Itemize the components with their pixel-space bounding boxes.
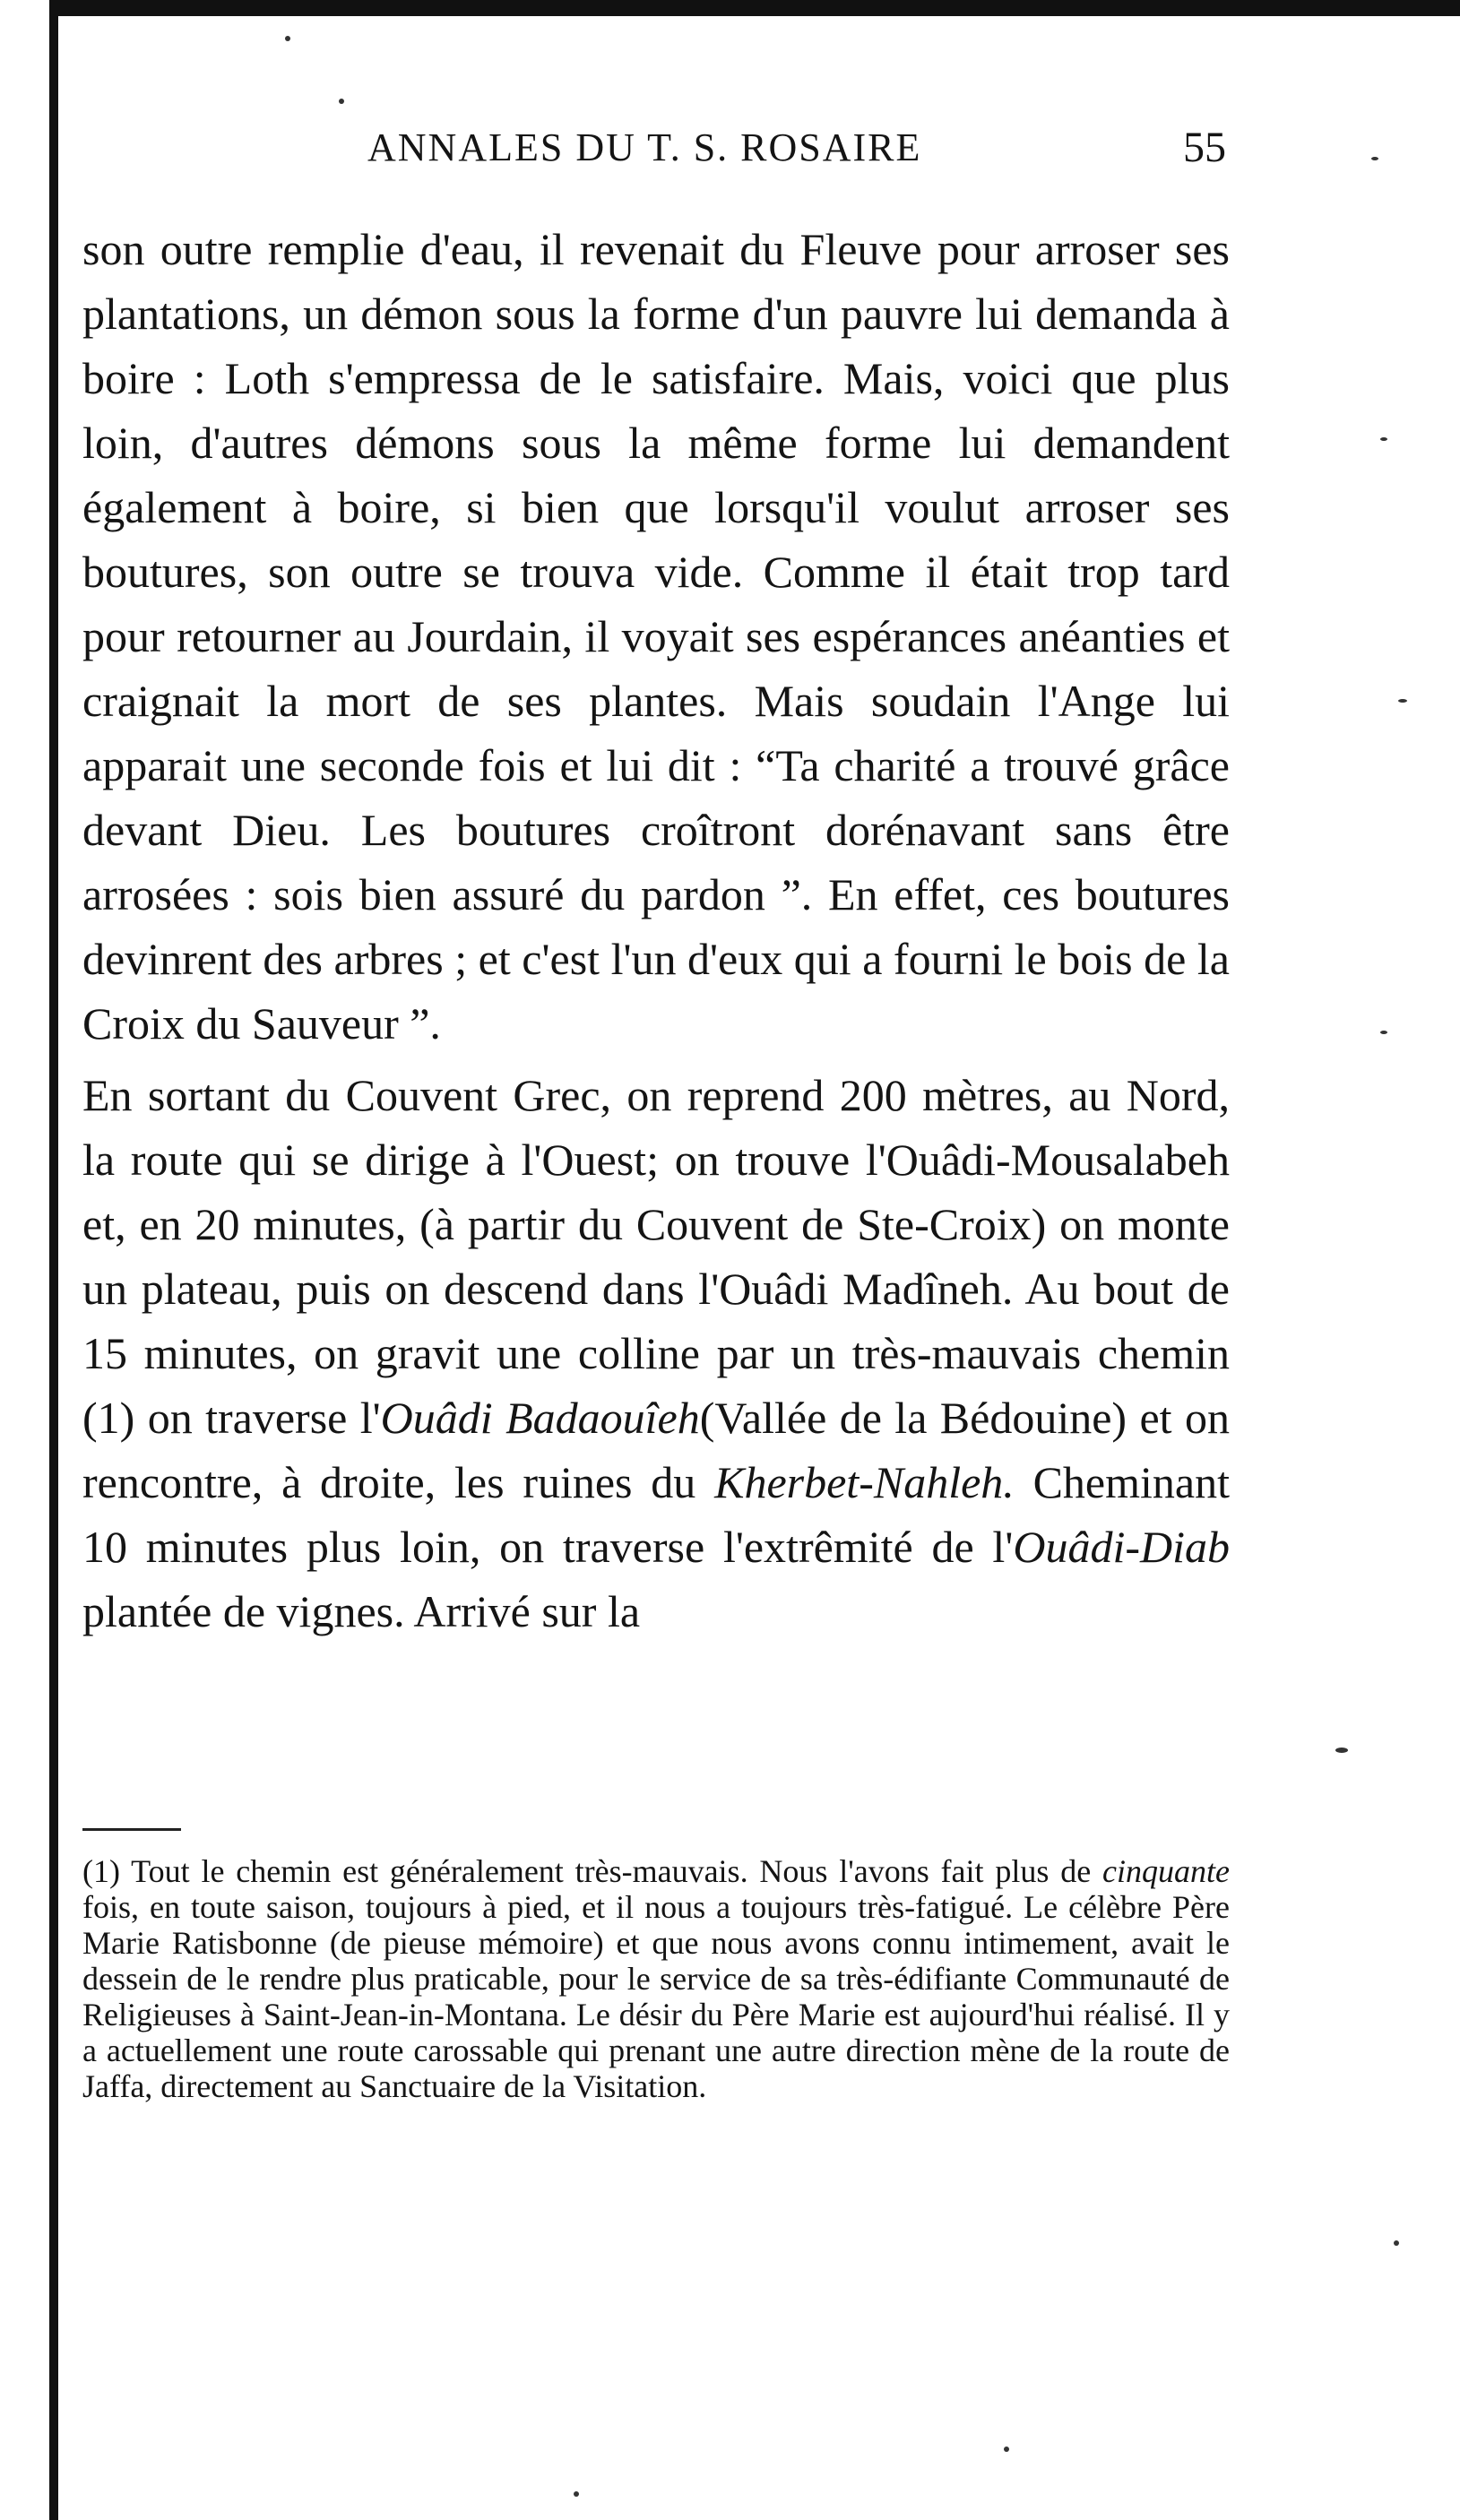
footnote-italic: cinquante <box>1102 1853 1230 1889</box>
scan-speck <box>1371 157 1378 160</box>
footnote <box>82 1853 1230 2104</box>
place-name-italic: Ouâdi Badaouîeh <box>380 1393 700 1443</box>
scan-speck <box>1380 437 1387 441</box>
scan-top-border <box>49 0 1460 16</box>
paragraph-2-part: plantée de vignes. Arrivé sur la <box>82 1586 641 1636</box>
body-text <box>82 217 1230 1644</box>
place-name-italic: Kherbet-Nahleh. <box>714 1457 1015 1507</box>
footnote-separator <box>82 1828 181 1831</box>
scan-speck <box>1380 1031 1387 1034</box>
place-name-italic: Ouâdi-Diab <box>1013 1522 1230 1572</box>
footnote-part: fois, en toute saison, toujours à pied, et il nous a toujours très-fatigué. Le célèbre Père Marie Ratisbonne (de pieuse mémoire) et que nous avons connu intimement, avait le dessein de le rendre plus praticable, pour le service de sa très-édifiante Communauté de Religieuses à Saint-Jean-in-Montana. Le désir du Père Marie est aujourd'hui réalisé. Il y a actuellement une route carossable qui prenant une autre direction mène de la route de Jaffa, directement au Sanctuaire de la Visitation. <box>82 1889 1230 2104</box>
paragraph-2-part: (Vallée de la Bédouine) et on rencontre, à droite, les ruines du <box>82 1393 1230 1507</box>
scan-speck <box>1394 2240 1399 2246</box>
scan-speck <box>285 36 290 41</box>
page-header <box>0 121 1460 175</box>
paragraph-2-part: En sortant du Couvent Grec, on reprend 200 mètres, au Nord, la route qui se dirige à l'Ouest; on trouve l'Ouâdi-Mousalabeh et, en 20 minutes, (à partir du Couvent de Ste-Croix) on monte un plateau, puis on descend dans l'Ouâdi Madîneh. Au bout de 15 minutes, on gravit une colline par un très-mauvais chemin (1) on traverse l' <box>82 1070 1230 1443</box>
scan-left-border <box>49 0 58 2520</box>
scan-speck <box>339 99 344 104</box>
footnote-part: (1) Tout le chemin est généralement très-mauvais. Nous l'avons fait plus de <box>82 1853 1103 1889</box>
running-title: ANNALES DU T. S. ROSAIRE <box>367 125 922 169</box>
paragraph-2-part: Cheminant 10 minutes plus loin, on traverse l'extrêmité de l' <box>82 1457 1230 1572</box>
scan-speck <box>1004 2447 1009 2452</box>
footnote-text <box>82 1853 1230 2104</box>
scan-speck <box>1398 699 1407 703</box>
paragraph-1: son outre remplie d'eau, il revenait du Fleuve pour arroser ses plantations, un démon sous la forme d'un pauvre lui demanda à boire : Loth s'empressa de le satisfaire. Mais, voici que plus loin, d'autres démons sous la même forme lui demandent également à boire, si bien que lorsqu'il voulut arroser ses boutures, son outre se trouva vide. Comme il était trop tard pour retourner au Jourdain, il voyait ses espérances anéanties et craignait la mort de ses plantes. Mais soudain l'Ange lui apparait une seconde fois et lui dit : “Ta charité a trouvé grâce devant Dieu. Les boutures croîtront dorénavant sans être arrosées : sois bien assuré du pardon ”. En effet, ces boutures devinrent des arbres ; et c'est l'un d'eux qui a fourni le bois de la Croix du Sauveur ”. <box>82 224 1230 1049</box>
page-number: 55 <box>1183 124 1226 171</box>
scan-speck <box>1335 1748 1348 1753</box>
paragraph-2 <box>82 1063 1230 1644</box>
scan-speck <box>574 2491 579 2497</box>
